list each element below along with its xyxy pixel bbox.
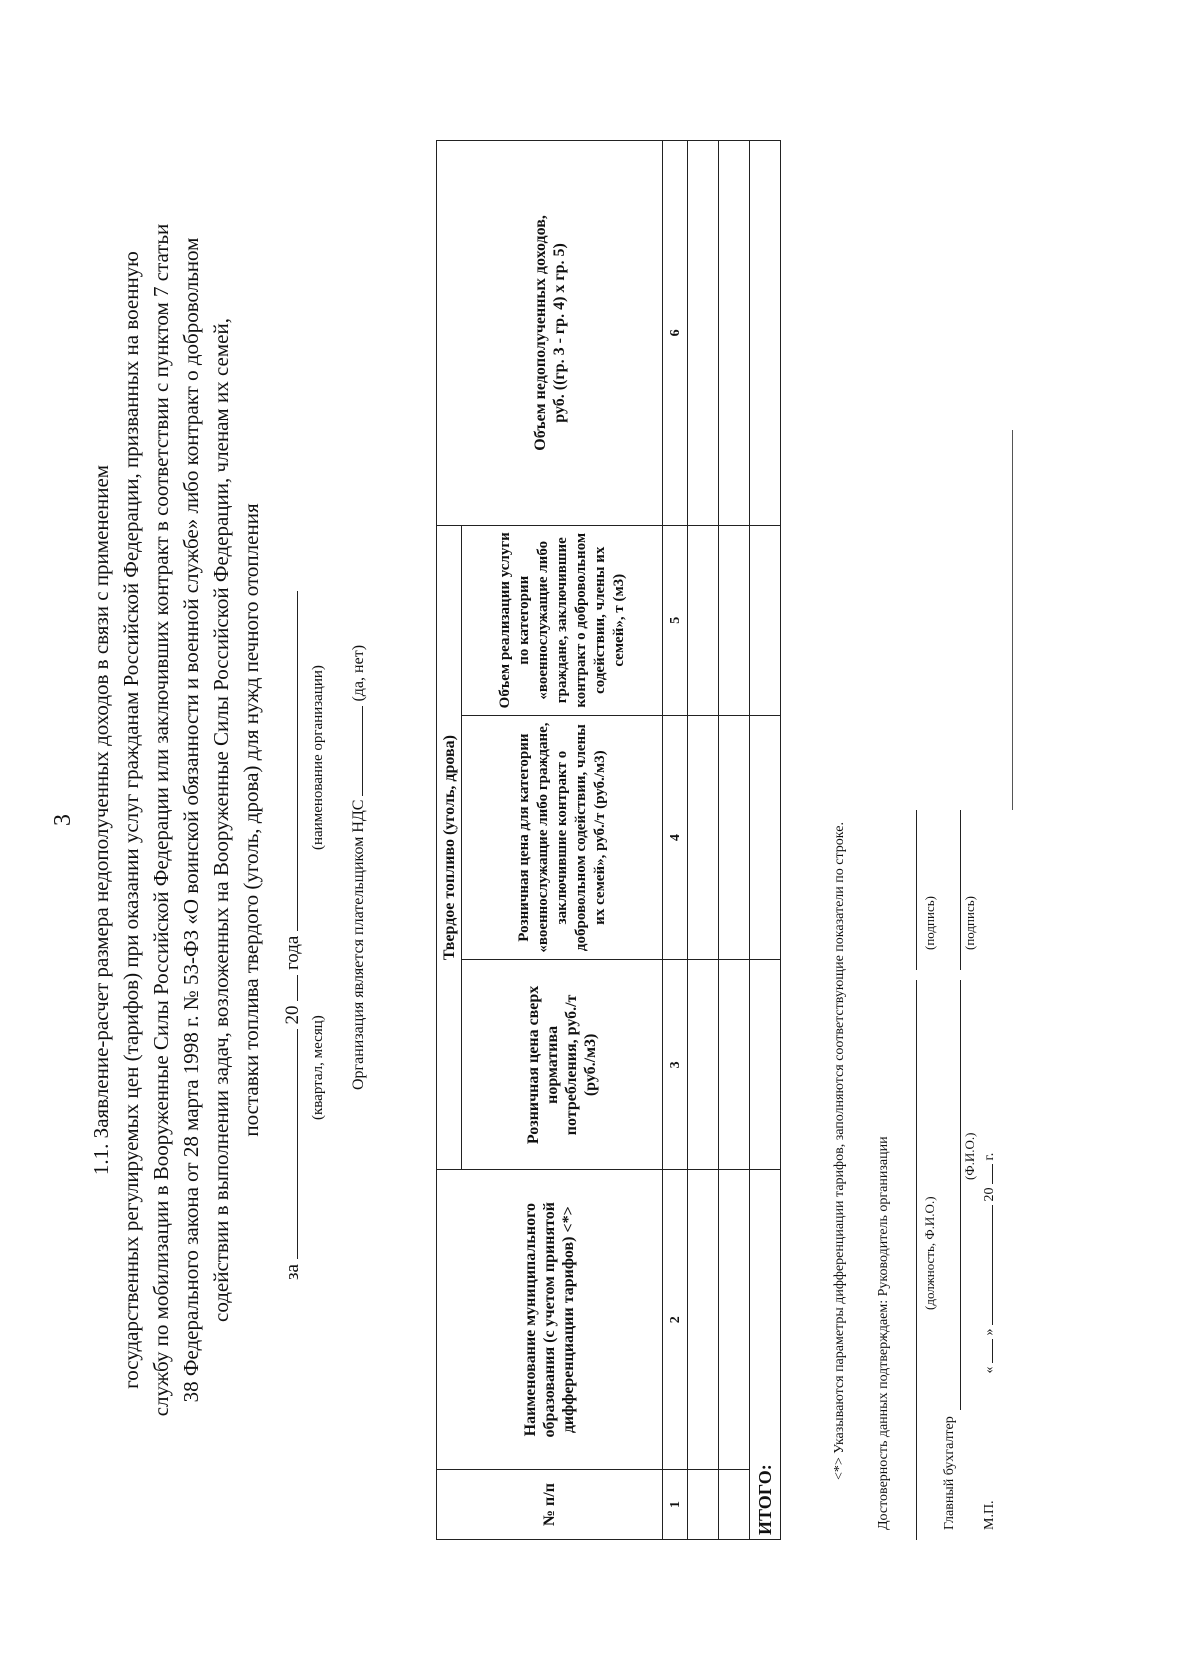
chief-accountant-label: Главный бухгалтер: [942, 1416, 957, 1530]
column-number: 6: [663, 141, 688, 526]
col-category-price-header: Розничная цена для категории «военнослужащие либо граждане, заключившие контракт о добровольном содействии, члены их семей», руб./т (руб./м3): [462, 715, 663, 960]
year-field-date[interactable]: [992, 1164, 993, 1184]
table-cell[interactable]: [719, 1470, 750, 1540]
day-field[interactable]: [992, 1339, 993, 1363]
period-field[interactable]: [297, 1029, 298, 1259]
calculation-table: [436, 140, 781, 1540]
confirm-text: Достоверность данных подтверждаем: Руководитель организации: [876, 1136, 891, 1530]
date-suffix: г.: [982, 1152, 997, 1161]
stamp-label: М.П.: [982, 1500, 997, 1530]
table-cell[interactable]: [688, 141, 719, 526]
heading-line: 1.1. Заявление-расчет размера недополученных доходов в связи с применением: [89, 464, 113, 1176]
period-year-suffix: года: [282, 935, 303, 971]
blank-line: [1012, 430, 1013, 810]
vat-field[interactable]: [362, 706, 363, 796]
table-cell[interactable]: [719, 715, 750, 960]
table-row: [719, 141, 750, 1540]
position-caption: (должность, Ф.И.О.): [922, 1196, 937, 1310]
director-sign-caption: (подпись): [922, 896, 937, 950]
fio-caption: (Ф.И.О.): [962, 1132, 977, 1180]
page-number: 3: [50, 814, 76, 826]
table-cell[interactable]: [688, 1170, 719, 1470]
table-row: [688, 141, 719, 1540]
date-open-quote: «: [982, 1366, 997, 1374]
month-field[interactable]: [992, 1205, 993, 1325]
table-cell[interactable]: [750, 960, 781, 1170]
table-cell[interactable]: [719, 1170, 750, 1470]
col-municipality-header: Наименование муниципального образования (с учетом принятой дифференциации тарифов) <*>: [437, 1170, 663, 1470]
date-close-quote: »: [982, 1328, 997, 1336]
accountant-sign-caption: (подпись): [962, 896, 977, 950]
column-number: 4: [663, 715, 688, 960]
total-label: ИТОГО:: [750, 1170, 781, 1540]
table-cell[interactable]: [719, 960, 750, 1170]
vat-line: [350, 645, 368, 1090]
table-cell[interactable]: [688, 960, 719, 1170]
column-number: 5: [663, 525, 688, 715]
total-row: [750, 141, 781, 1540]
date-year-prefix: 20: [982, 1187, 997, 1202]
year-field[interactable]: [297, 975, 298, 1001]
document-sheet: [50, 80, 1010, 1560]
heading-line: 38 Федерального закона от 28 марта 1998 г. № 53-ФЗ «О воинской обязанности и военной службе» либо контракт о добровольном: [179, 237, 203, 1403]
heading-line: содействии в выполнении задач, возложенных на Вооруженные Силы Российской Федерации, членам их семей,: [209, 318, 233, 1322]
column-number: 2: [663, 1170, 688, 1470]
vat-caption: (да, нет): [350, 644, 367, 702]
table-cell[interactable]: [688, 525, 719, 715]
position-signature-line[interactable]: [916, 980, 917, 1540]
heading-line: службу по мобилизации в Вооруженные Силы Российской Федерации или заключивших контракт в соответствии с пунктом 7 статьи: [149, 223, 173, 1417]
period-prefix: за: [282, 1264, 303, 1280]
col-number-header: № п/п: [437, 1470, 663, 1540]
table-cell[interactable]: [750, 525, 781, 715]
period-line: [282, 591, 304, 1280]
director-signature-line[interactable]: [916, 810, 917, 970]
table-cell[interactable]: [688, 715, 719, 960]
vat-label: Организация является плательщиком НДС: [350, 799, 367, 1090]
table-cell[interactable]: [719, 141, 750, 526]
column-number: 3: [663, 960, 688, 1170]
header-row: [437, 141, 462, 1540]
fuel-group-header: Твердое топливо (уголь, дрова): [437, 525, 462, 1170]
col-retail-price-header: Розничная цена сверх норматива потребления, руб./т (руб./м3): [462, 960, 663, 1170]
table-cell[interactable]: [688, 1470, 719, 1540]
organization-caption: (наименование организации): [310, 665, 326, 850]
accountant-signature-line[interactable]: [960, 810, 961, 970]
organization-field[interactable]: [297, 591, 298, 931]
date-line: [982, 1153, 998, 1530]
col-lost-income-header: Объем недополученных доходов, руб. ((гр. 3 - гр. 4) x гр. 5): [437, 141, 663, 526]
heading-line: поставки топлива твердого (уголь, дрова) для нужд печного отопления: [239, 503, 263, 1137]
accountant-fio-line[interactable]: [960, 980, 961, 1410]
document-heading: [86, 200, 266, 1440]
table-cell[interactable]: [719, 525, 750, 715]
table-cell[interactable]: [750, 715, 781, 960]
column-numbers-row: [663, 141, 688, 1540]
heading-line: государственных регулируемых цен (тарифов) при оказании услуг гражданам Российской Федерации, призванных на военную: [119, 251, 143, 1389]
footnote: <*> Указываются параметры дифференциации тарифов, заполняются соответствующие показатели по строке.: [832, 822, 847, 1480]
table-cell[interactable]: [750, 141, 781, 526]
column-number: 1: [663, 1470, 688, 1540]
col-volume-header: Объем реализации услуги по категории «военнослужащие либо граждане, заключившие контракт о добровольном содействии, члены их семей», т (м3): [462, 525, 663, 715]
period-year-prefix: 20: [282, 1005, 303, 1025]
period-caption: (квартал, месяц): [310, 1015, 326, 1120]
